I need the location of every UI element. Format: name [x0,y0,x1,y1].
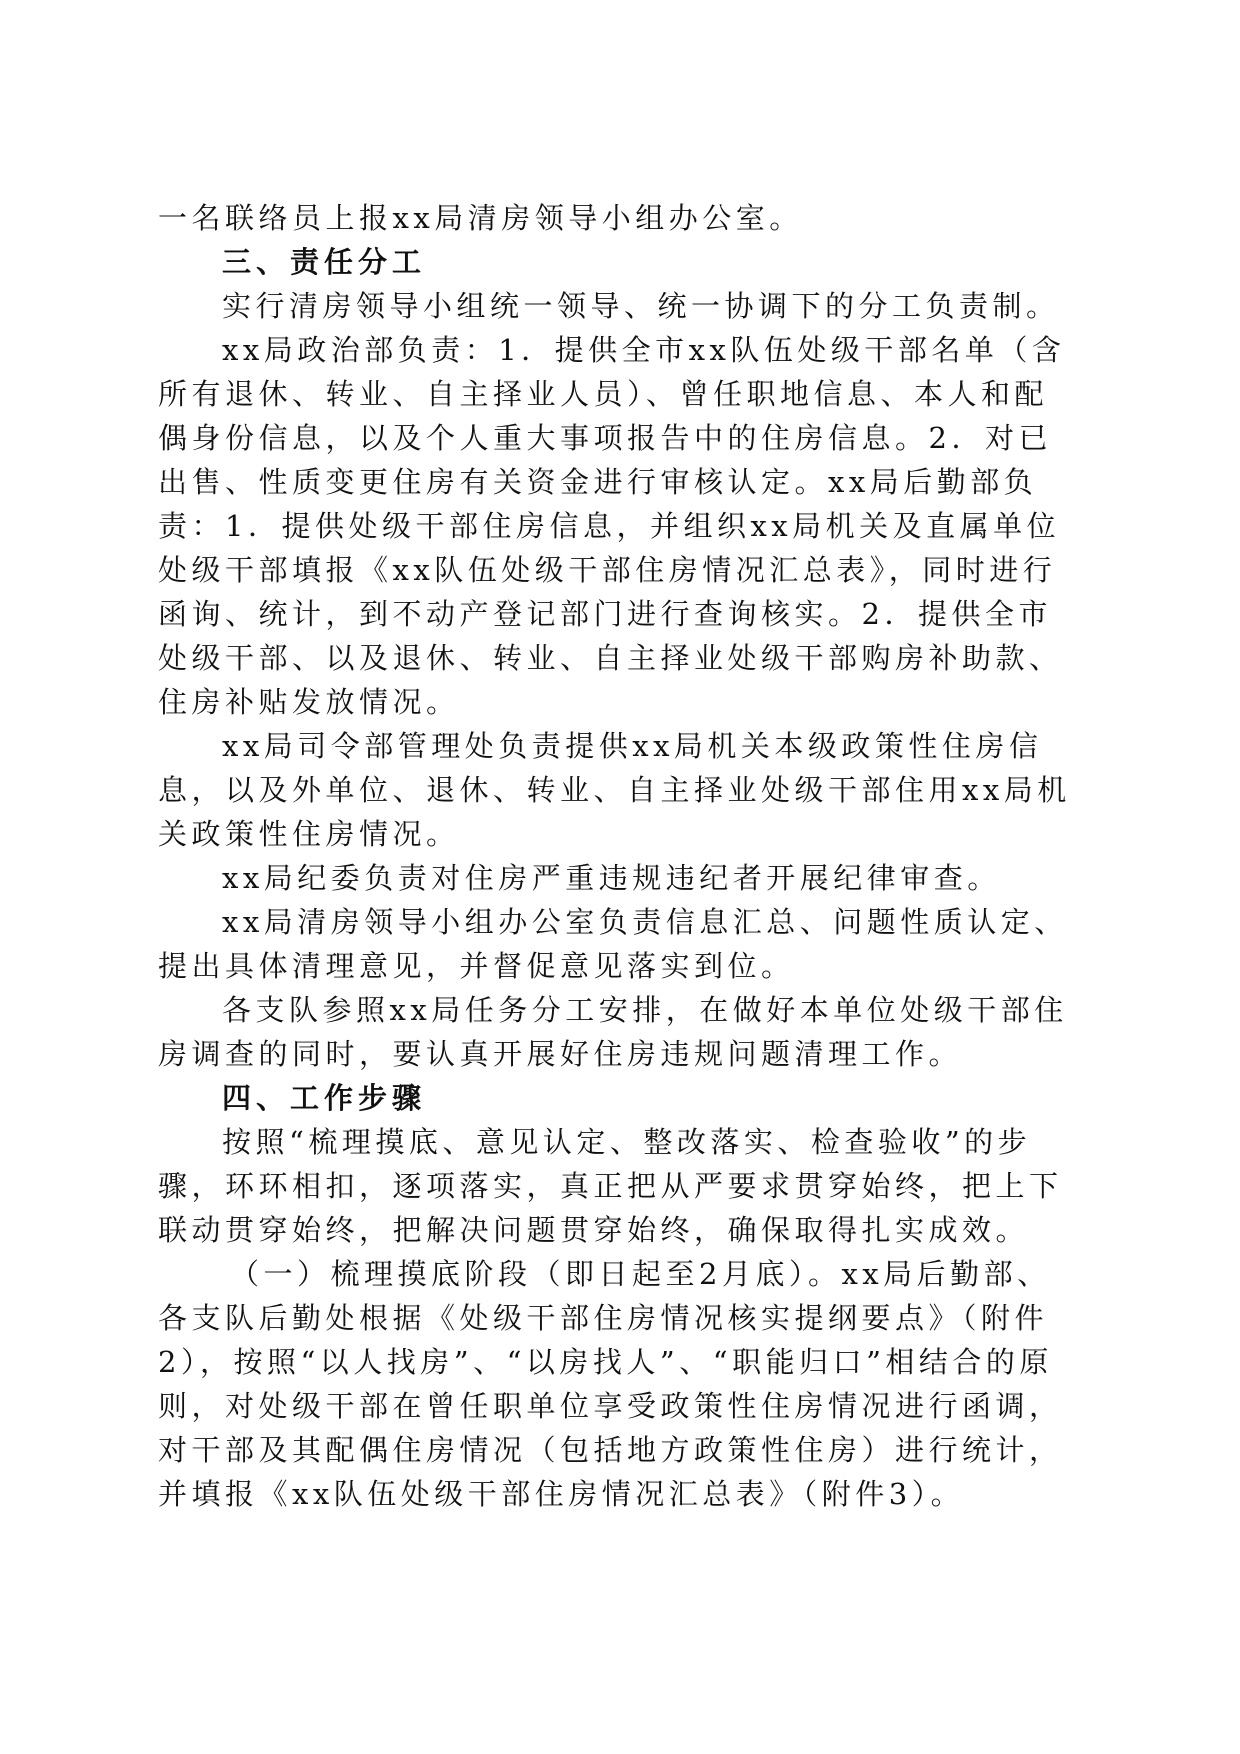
section-heading-responsibility: 三、责任分工 [222,245,427,279]
paragraph-steps-overview: 按照“梳理摸底、意见认定、整改落实、检查验收”的步骤，环环相扣，逐项落实，真正把从严要求贯穿始终，把上下联动贯穿始终，把解决问题贯穿始终，确保取得扎实成效。 [158,1125,1063,1247]
paragraph-command-management-duties: xx局司令部管理处负责提供xx局机关本级政策性住房信息，以及外单位、退休、转业、自主择业处级干部住用xx局机关政策性住房情况。 [158,729,1071,851]
paragraph-discipline-duties: xx局纪委负责对住房严重违规违纪者开展纪律审查。 [222,861,1001,895]
paragraph-division-system: 实行清房领导小组统一领导、统一协调下的分工负责制。 [222,289,1060,323]
document-body [158,196,1078,1516]
paragraph-detachment-duties: 各支队参照xx局任务分工安排，在做好本单位处级干部住房调查的同时，要认真开展好住房违规问题清理工作。 [158,993,1068,1071]
paragraph-political-logistics-duties: xx局政治部负责：1．提供全市xx队伍处级干部名单（含所有退休、转业、自主择业人员）、曾任职地信息、本人和配偶身份信息，以及个人重大事项报告中的住房信息。2．对已出售、性质变更住房有关资金进行审核认定。xx局后勤部负责：1．提供处级干部住房信息，并组织xx局机关及直属单位处级干部填报《xx队伍处级干部住房情况汇总表》，同时进行函询、统计，到不动产登记部门进行查询核实。2．提供全市处级干部、以及退休、转业、自主择业处级干部购房补助款、住房补贴发放情况。 [158,333,1066,719]
section-heading-work-steps: 四、工作步骤 [222,1081,427,1115]
paragraph-continuation: 一名联络员上报xx局清房领导小组办公室。 [158,201,803,235]
paragraph-survey-stage: （一）梳理摸底阶段（即日起至2月底）。xx局后勤部、各支队后勤处根据《处级干部住房情况核实提纲要点》（附件2），按照“以人找房”、“以房找人”、“职能归口”相结合的原则，对处级干部在曾任职单位享受政策性住房情况进行函调，对干部及其配偶住房情况（包括地方政策性住房）进行统计，并填报《xx队伍处级干部住房情况汇总表》（附件3）。 [158,1257,1063,1511]
paragraph-office-duties: xx局清房领导小组办公室负责信息汇总、问题性质认定、提出具体清理意见，并督促意见落实到位。 [158,905,1068,983]
